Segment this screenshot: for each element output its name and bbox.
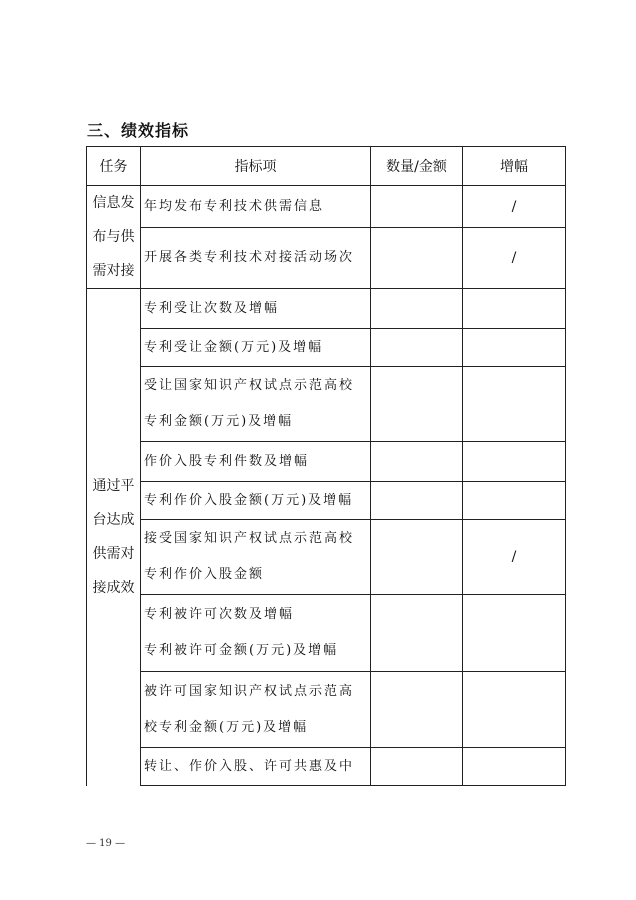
quantity-cell bbox=[371, 520, 463, 595]
increase-cell bbox=[463, 595, 566, 672]
indicator-cell bbox=[141, 672, 371, 748]
table-row bbox=[87, 186, 566, 228]
increase-cell bbox=[463, 442, 566, 482]
header-task: 任务 bbox=[87, 147, 141, 186]
task-line: 台达成 bbox=[92, 512, 135, 529]
quantity-cell bbox=[371, 595, 463, 672]
header-indicator: 指标项 bbox=[141, 147, 371, 186]
indicator-cell bbox=[141, 289, 371, 329]
indicator-cell bbox=[141, 228, 371, 289]
increase-cell bbox=[463, 329, 566, 367]
indicator-cell bbox=[141, 595, 371, 672]
indicator-text: 被许可国家知识产权试点示范高 bbox=[144, 683, 355, 699]
indicator-cell bbox=[141, 329, 371, 367]
indicator-text: 转让、作价入股、许可共惠及中 bbox=[144, 758, 355, 774]
increase-cell: / bbox=[463, 520, 566, 595]
table-row bbox=[87, 672, 566, 748]
increase-cell bbox=[463, 748, 566, 786]
task-line: 需对接 bbox=[92, 263, 135, 279]
indicator-cell bbox=[141, 748, 371, 786]
table-row bbox=[87, 228, 566, 289]
header-quantity-amount: 数量/金额 bbox=[371, 147, 463, 186]
task-line: 接成效 bbox=[92, 580, 135, 597]
increase-cell bbox=[463, 367, 566, 442]
indicator-cell bbox=[141, 186, 371, 228]
table-row bbox=[87, 367, 566, 442]
indicator-cell bbox=[141, 367, 371, 442]
table-row bbox=[87, 482, 566, 520]
indicator-cell bbox=[141, 482, 371, 520]
task-line: 信息发 bbox=[92, 195, 135, 211]
increase-cell: / bbox=[463, 186, 566, 228]
indicator-text: 专利被许可金额(万元)及增幅 bbox=[144, 643, 339, 658]
indicator-text: 专利被许可次数及增幅 bbox=[144, 607, 295, 622]
indicator-text: 接受国家知识产权试点示范高校 bbox=[144, 531, 355, 546]
increase-cell bbox=[463, 482, 566, 520]
table-row bbox=[87, 748, 566, 786]
quantity-cell bbox=[371, 442, 463, 482]
section-heading: 三、绩效指标 bbox=[87, 121, 190, 140]
indicator-text: 受让国家知识产权试点示范高校 bbox=[144, 378, 355, 393]
task-cell-info-release bbox=[87, 186, 141, 289]
task-line: 通过平 bbox=[92, 478, 135, 495]
indicator-text: 开展各类专利技术对接活动场次 bbox=[144, 250, 355, 266]
indicator-text: 专利受让金额(万元)及增幅 bbox=[144, 339, 324, 355]
quantity-cell bbox=[371, 482, 463, 520]
table-row bbox=[87, 442, 566, 482]
task-line: 布与供 bbox=[92, 229, 135, 245]
indicator-cell bbox=[141, 442, 371, 482]
increase-cell bbox=[463, 672, 566, 748]
table-row bbox=[87, 329, 566, 367]
quantity-cell bbox=[371, 228, 463, 289]
indicator-text: 专利受让次数及增幅 bbox=[144, 300, 280, 316]
indicator-text: 作价入股专利件数及增幅 bbox=[144, 453, 310, 469]
table-row bbox=[87, 520, 566, 595]
task-cell-transaction-outcome bbox=[87, 289, 141, 786]
indicator-text: 专利作价入股金额 bbox=[144, 567, 265, 582]
table-row bbox=[87, 289, 566, 329]
page-number: — 19 — bbox=[86, 838, 126, 849]
performance-indicator-table bbox=[86, 146, 566, 786]
quantity-cell bbox=[371, 289, 463, 329]
quantity-cell bbox=[371, 186, 463, 228]
indicator-text: 年均发布专利技术供需信息 bbox=[144, 198, 325, 214]
task-line: 供需对 bbox=[92, 546, 135, 563]
quantity-cell bbox=[371, 748, 463, 786]
indicator-text: 专利作价入股金额(万元)及增幅 bbox=[144, 492, 354, 508]
table-header-row bbox=[87, 147, 566, 186]
table-row bbox=[87, 595, 566, 672]
indicator-cell bbox=[141, 520, 371, 595]
quantity-cell bbox=[371, 329, 463, 367]
quantity-cell bbox=[371, 367, 463, 442]
indicator-text: 专利金额(万元)及增幅 bbox=[144, 414, 294, 429]
indicator-text: 校专利金额(万元)及增幅 bbox=[144, 719, 309, 735]
increase-cell bbox=[463, 289, 566, 329]
increase-cell: / bbox=[463, 228, 566, 289]
header-increase: 增幅 bbox=[463, 147, 566, 186]
quantity-cell bbox=[371, 672, 463, 748]
